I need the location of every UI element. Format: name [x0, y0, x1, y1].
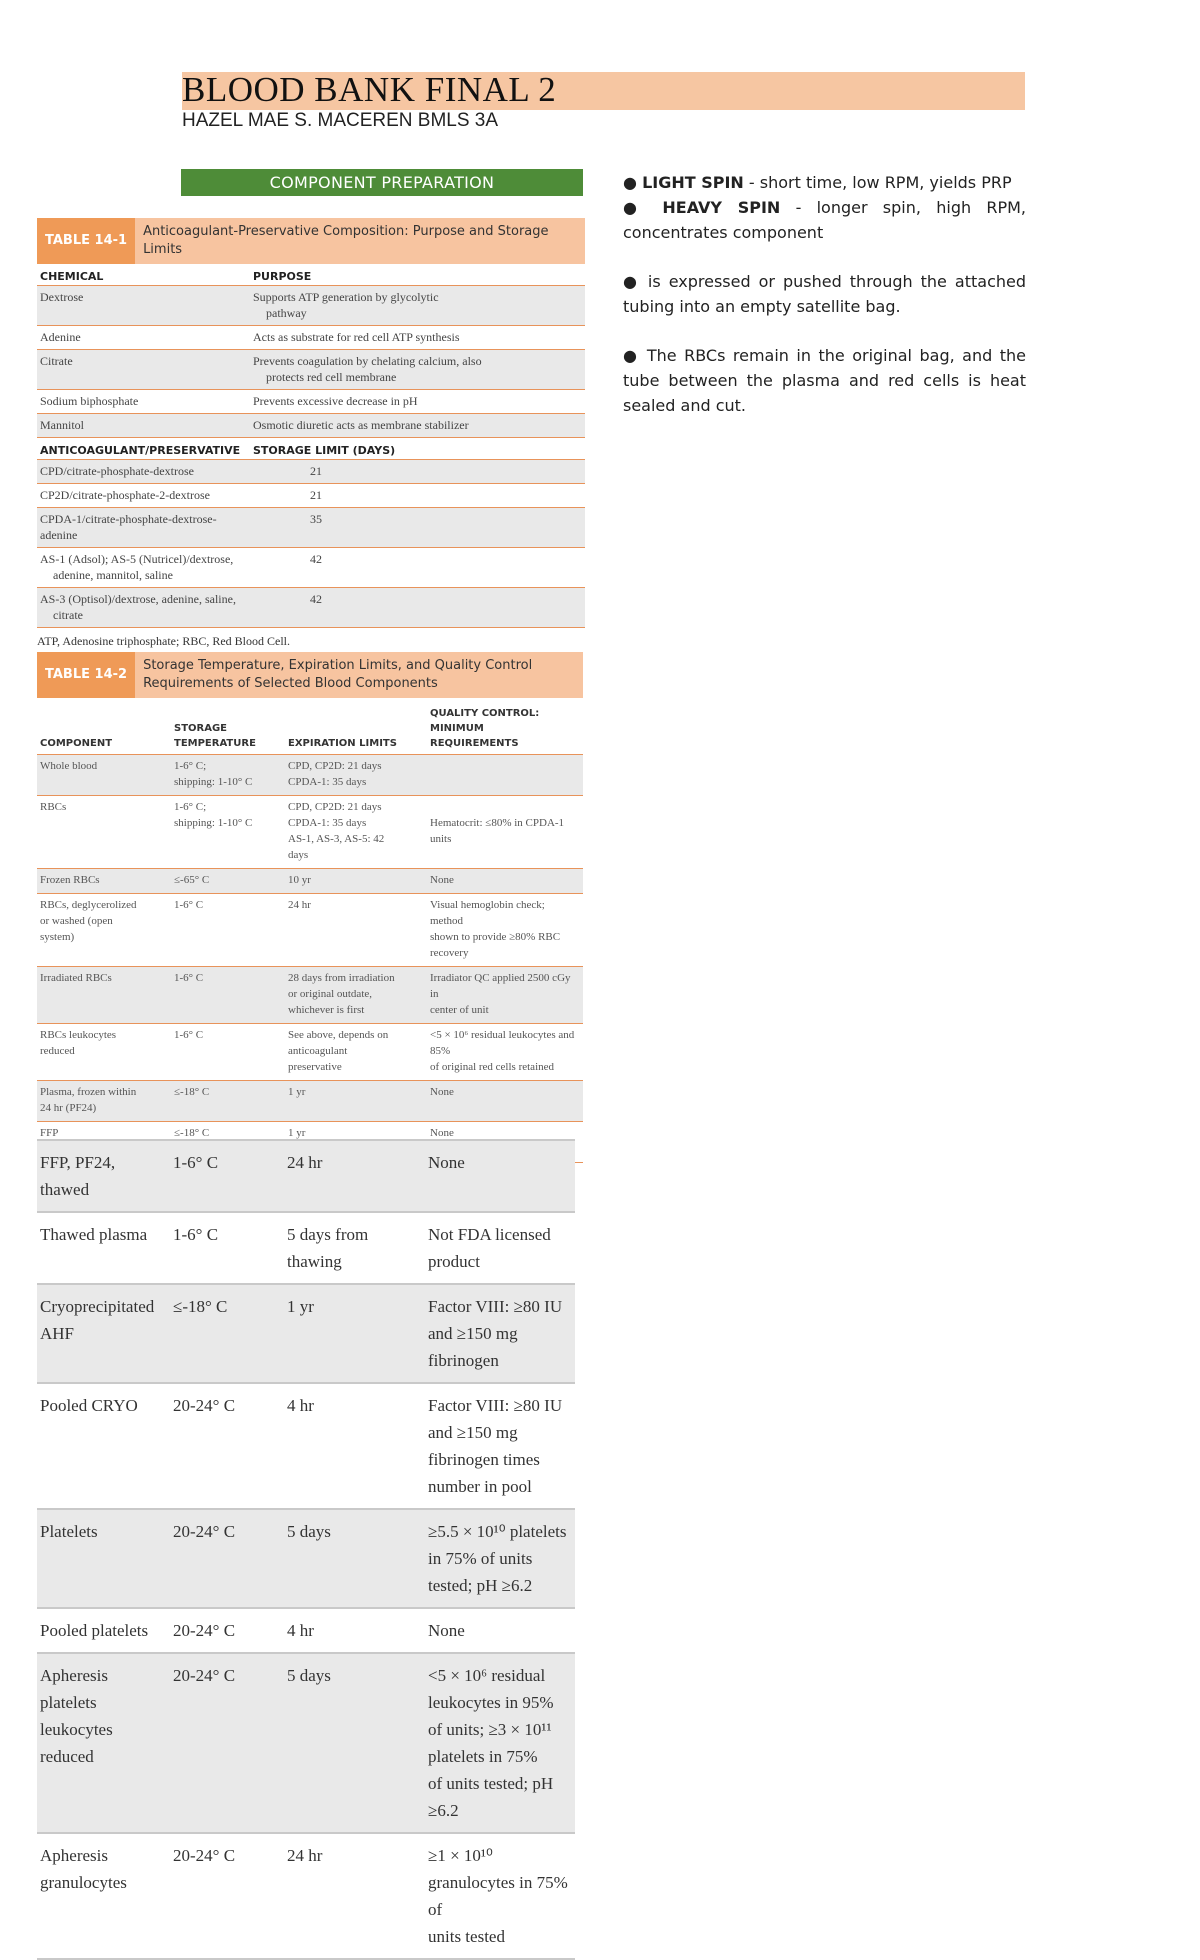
temperature-cell: ≤-18° C [171, 1122, 285, 1163]
component-cell: Apheresis platelets leukocytes reduced [37, 1653, 170, 1833]
temperature-cell: 20-24° C [170, 1608, 284, 1653]
expiration-cell: 28 days from irradiation or original outdate, whichever is first [285, 967, 427, 1024]
heavy-spin-term: HEAVY SPIN [662, 198, 781, 217]
component-cell: RBCs, deglycerolized or washed (open system) [37, 894, 171, 967]
purpose-cell: Supports ATP generation by glycolytic pathway [250, 286, 585, 326]
temperature-cell: ≤-18° C [170, 1284, 284, 1383]
quality-control-cell: None [425, 1608, 575, 1653]
note-expressed [623, 269, 1026, 319]
notes-column [623, 170, 1026, 442]
table-row [37, 286, 585, 326]
author-line: HAZEL MAE S. MACEREN BMLS 3A [182, 110, 499, 131]
expiration-cell: 4 hr [284, 1608, 425, 1653]
quality-control-cell: Not FDA licensed product [425, 1212, 575, 1284]
expiration-cell: 4 hr [284, 1383, 425, 1509]
light-spin-text: - short time, low RPM, yields PRP [743, 173, 1012, 192]
table-row [37, 326, 585, 350]
column-header: ANTICOAGULANT/PRESERVATIVE [37, 438, 250, 460]
component-cell: Platelets [37, 1509, 170, 1608]
bullet-icon: ● [623, 173, 637, 192]
table-row [37, 894, 583, 967]
quality-control-cell [427, 755, 583, 796]
light-spin-term: LIGHT SPIN [642, 173, 744, 192]
table-row [37, 1081, 583, 1122]
table-row [37, 350, 585, 390]
document-title: BLOOD BANK FINAL 2 [182, 70, 557, 109]
table-row [37, 1284, 575, 1383]
component-cell: Whole blood [37, 755, 171, 796]
storage-days-cell: 21 [250, 484, 585, 508]
table-row [37, 460, 585, 484]
table-row [37, 508, 585, 548]
anticoagulant-cell: CPD/citrate-phosphate-dextrose [37, 460, 250, 484]
quality-control-cell: None [425, 1140, 575, 1212]
table-row [37, 1608, 575, 1653]
table-row [37, 1140, 575, 1212]
column-header: PURPOSE [250, 264, 585, 286]
heavy-spin-text: - longer spin, high RPM, concentrates component [623, 198, 1027, 242]
quality-control-cell: None [427, 869, 583, 894]
expiration-cell: CPD, CP2D: 21 days CPDA-1: 35 days AS-1, AS-3, AS-5: 42 days [285, 796, 427, 869]
table-row [37, 484, 585, 508]
component-cell: RBCs leukocytes reduced [37, 1024, 171, 1081]
table-14-2 [37, 652, 583, 1163]
table-header-bar [37, 218, 585, 264]
component-cell: Frozen RBCs [37, 869, 171, 894]
component-cell: Pooled CRYO [37, 1383, 170, 1509]
quality-control-cell: Visual hemoglobin check; method shown to provide ≥80% RBC recovery [427, 894, 583, 967]
note-rbcs-remain [623, 343, 1026, 418]
quality-control-cell: Factor VIII: ≥80 IU and ≥150 mg fibrinogen times number in pool [425, 1383, 575, 1509]
temperature-cell: 20-24° C [170, 1383, 284, 1509]
chemical-cell: Dextrose [37, 286, 250, 326]
component-cell: Irradiated RBCs [37, 967, 171, 1024]
table-row [37, 390, 585, 414]
quality-control-cell: Irradiator QC applied 2500 cGy in center of unit [427, 967, 583, 1024]
temperature-cell: 1-6° C [170, 1212, 284, 1284]
column-header: STORAGE TEMPERATURE [171, 698, 285, 755]
table-row [37, 1212, 575, 1284]
table-row [37, 1383, 575, 1509]
component-cell: Plasma, frozen within 24 hr (PF24) [37, 1081, 171, 1122]
anticoagulant-cell: CPDA-1/citrate-phosphate-dextrose-adenine [37, 508, 250, 548]
chemical-cell: Citrate [37, 350, 250, 390]
quality-control-cell: <5 × 10⁶ residual leukocytes and 85% of original red cells retained [427, 1024, 583, 1081]
table-row [37, 1024, 583, 1081]
table-row [37, 1833, 575, 1959]
component-cell: Pooled platelets [37, 1608, 170, 1653]
table-14-2-continued [37, 1139, 575, 1960]
note-light-spin [623, 170, 1026, 195]
column-header: CHEMICAL [37, 264, 250, 286]
expiration-cell: 1 yr [284, 1284, 425, 1383]
table-row [37, 1653, 575, 1833]
table-row [37, 588, 585, 628]
table-row [37, 548, 585, 588]
purpose-cell: Acts as substrate for red cell ATP synthesis [250, 326, 585, 350]
table-row [37, 1509, 575, 1608]
chemical-cell: Adenine [37, 326, 250, 350]
expiration-cell: See above, depends on anticoagulant preservative [285, 1024, 427, 1081]
column-header: QUALITY CONTROL: MINIMUM REQUIREMENTS [427, 698, 583, 755]
component-cell: FFP [37, 1122, 171, 1163]
storage-days-cell: 42 [250, 548, 585, 588]
expiration-cell: 1 yr [285, 1081, 427, 1122]
storage-table [37, 698, 583, 1163]
component-cell: RBCs [37, 796, 171, 869]
note-expressed-text: is expressed or pushed through the attached tubing into an empty satellite bag. [623, 272, 1026, 316]
expiration-cell: 10 yr [285, 869, 427, 894]
note-heavy-spin [623, 195, 1026, 245]
component-cell: FFP, PF24, thawed [37, 1140, 170, 1212]
section-heading: COMPONENT PREPARATION [181, 169, 583, 196]
chemical-cell: Mannitol [37, 414, 250, 438]
temperature-cell: ≤-65° C [171, 869, 285, 894]
table-number: TABLE 14-1 [37, 218, 135, 264]
quality-control-cell: None [427, 1081, 583, 1122]
table-row [37, 755, 583, 796]
temperature-cell: 20-24° C [170, 1653, 284, 1833]
table-header-bar [37, 652, 583, 698]
expiration-cell: 24 hr [284, 1833, 425, 1959]
quality-control-cell: Hematocrit: ≤80% in CPDA-1 units [427, 796, 583, 869]
quality-control-cell: <5 × 10⁶ residual leukocytes in 95% of units; ≥3 × 10¹¹ platelets in 75% of units tested; pH ≥6.2 [425, 1653, 575, 1833]
expiration-cell: 24 hr [284, 1140, 425, 1212]
table-row [37, 414, 585, 438]
temperature-cell: 1-6° C [171, 894, 285, 967]
temperature-cell: 1-6° C; shipping: 1-10° C [171, 755, 285, 796]
bullet-icon: ● [623, 346, 640, 365]
expiration-cell: 5 days from thawing [284, 1212, 425, 1284]
temperature-cell: 20-24° C [170, 1509, 284, 1608]
anticoagulant-cell: CP2D/citrate-phosphate-2-dextrose [37, 484, 250, 508]
column-header: EXPIRATION LIMITS [285, 698, 427, 755]
bullet-icon: ● [623, 198, 648, 217]
anticoagulant-cell: AS-3 (Optisol)/dextrose, adenine, saline, citrate [37, 588, 250, 628]
table-row [37, 796, 583, 869]
table-14-1 [37, 218, 585, 649]
chemical-cell: Sodium biphosphate [37, 390, 250, 414]
storage-table-continued [37, 1139, 575, 1960]
temperature-cell: 1-6° C; shipping: 1-10° C [171, 796, 285, 869]
expiration-cell: CPD, CP2D: 21 days CPDA-1: 35 days [285, 755, 427, 796]
expiration-cell: 1 yr [285, 1122, 427, 1163]
composition-table [37, 264, 585, 628]
quality-control-cell: Factor VIII: ≥80 IU and ≥150 mg fibrinogen [425, 1284, 575, 1383]
expiration-cell: 5 days [284, 1509, 425, 1608]
note-rbcs-text: The RBCs remain in the original bag, and the tube between the plasma and red cells is heat sealed and cut. [623, 346, 1026, 415]
column-header: COMPONENT [37, 698, 171, 755]
expiration-cell: 5 days [284, 1653, 425, 1833]
table-row [37, 967, 583, 1024]
expiration-cell: 24 hr [285, 894, 427, 967]
storage-days-cell: 42 [250, 588, 585, 628]
quality-control-cell: ≥1 × 10¹⁰ granulocytes in 75% of units tested [425, 1833, 575, 1959]
anticoagulant-cell: AS-1 (Adsol); AS-5 (Nutricel)/dextrose, adenine, mannitol, saline [37, 548, 250, 588]
bullet-icon: ● [623, 272, 640, 291]
purpose-cell: Osmotic diuretic acts as membrane stabilizer [250, 414, 585, 438]
purpose-cell: Prevents coagulation by chelating calcium, also protects red cell membrane [250, 350, 585, 390]
quality-control-cell: ≥5.5 × 10¹⁰ platelets in 75% of units tested; pH ≥6.2 [425, 1509, 575, 1608]
component-cell: Thawed plasma [37, 1212, 170, 1284]
purpose-cell: Prevents excessive decrease in pH [250, 390, 585, 414]
quality-control-cell: None [427, 1122, 583, 1163]
table-caption: Anticoagulant-Preservative Composition: Purpose and Storage Limits [143, 224, 549, 257]
storage-days-cell: 35 [250, 508, 585, 548]
temperature-cell: 1-6° C [170, 1140, 284, 1212]
temperature-cell: 1-6° C [171, 1024, 285, 1081]
storage-days-cell: 21 [250, 460, 585, 484]
table-footnote: ATP, Adenosine triphosphate; RBC, Red Blood Cell. [37, 634, 291, 648]
temperature-cell: 20-24° C [170, 1833, 284, 1959]
column-header: STORAGE LIMIT (DAYS) [250, 438, 585, 460]
component-cell: Apheresis granulocytes [37, 1833, 170, 1959]
table-row [37, 869, 583, 894]
table-number: TABLE 14-2 [37, 652, 135, 698]
table-caption: Storage Temperature, Expiration Limits, and Quality Control Requirements of Selected Blood Components [143, 658, 533, 691]
temperature-cell: 1-6° C [171, 967, 285, 1024]
temperature-cell: ≤-18° C [171, 1081, 285, 1122]
component-cell: Cryoprecipitated AHF [37, 1284, 170, 1383]
